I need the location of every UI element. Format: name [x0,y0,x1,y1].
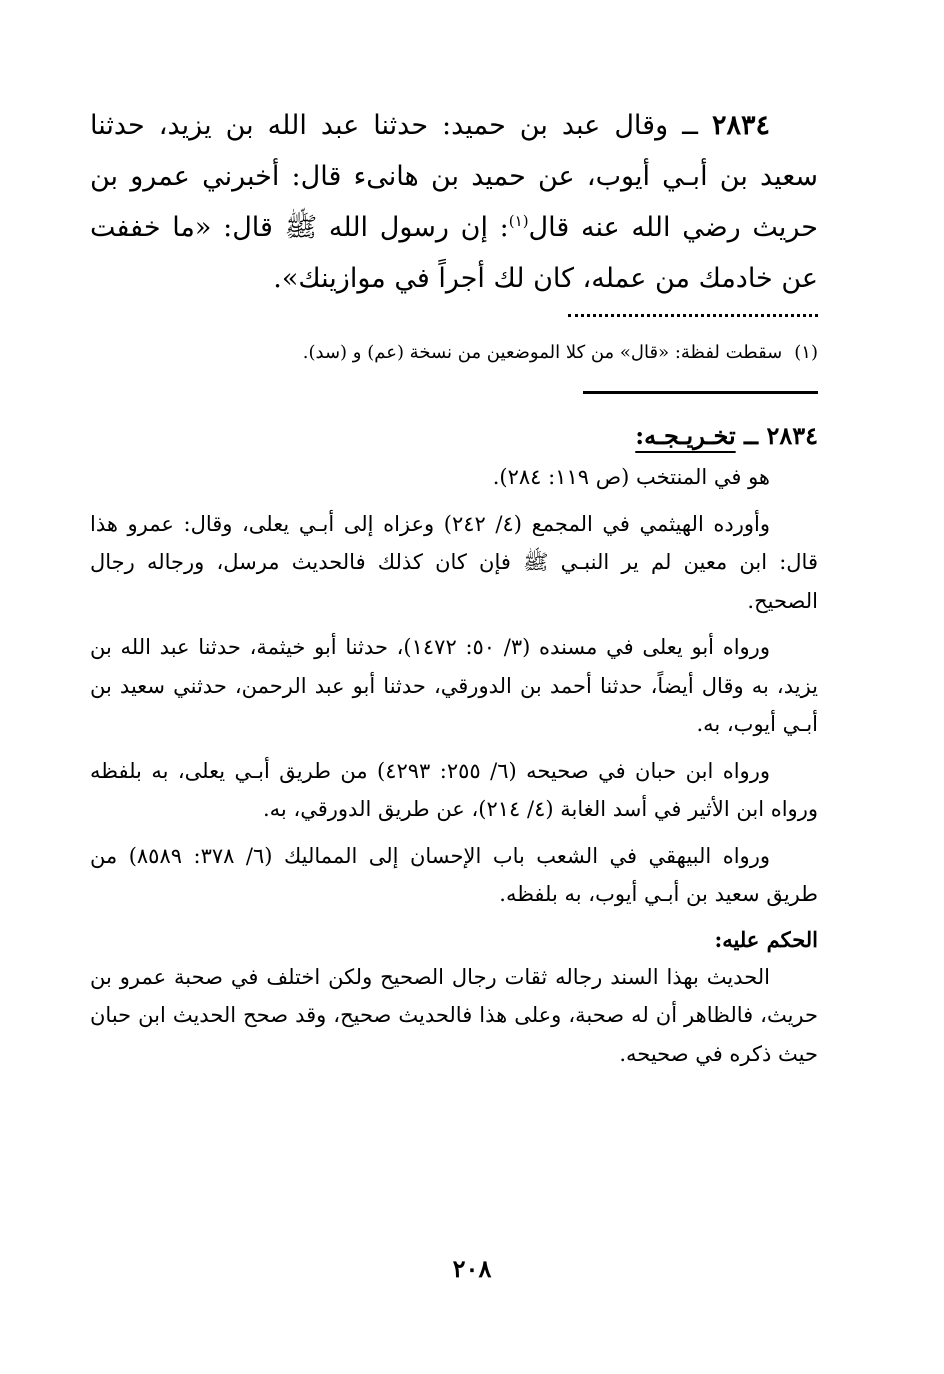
takhrij-body [90,458,818,1073]
takhrij-paragraph: ورواه ابن حبان في صحيحه (٦/ ٢٥٥: ٤٢٩٣) من طريق أبـي يعلى، به بلفظه ورواه ابن الأثير في أسد الغابة (٤/ ٢١٤)، عن طريق الدورقي، به. [90,758,818,821]
hadith-number: ٢٨٣٤ [712,110,771,141]
page-content [90,100,818,1081]
takhrij-dash: ــ [744,421,759,450]
footnote-number: (١) [794,342,818,363]
footnote-text: سقطت لفظة: «قال» من كلا الموضعين من نسخة (عم) و (سد). [302,342,783,363]
footnote-reference: (١) [508,212,529,230]
hadith-block [90,100,818,304]
takhrij-paragraph: وأورده الهيثمي في المجمع (٤/ ٢٤٢) وعزاه إلى أبـي يعلى، وقال: عمرو هذا قال: ابن معين لم ير النبـي ﷺ فإن كان كذلك فالحديث مرسل، ورجاله رجال الصحيح. [90,511,818,613]
ruling-text: الحديث بهذا السند رجاله ثقات رجال الصحيح ولكن اختلف في صحبة عمرو بن حريث، فالظاهر أن له صحبة، وعلى هذا فالحديث صحيح، وقد صحح الحديث ابن حبان حيث ذكره في صحيحه. [90,964,818,1066]
takhrij-paragraph: ورواه البيهقي في الشعب باب الإحسان إلى المماليك (٦/ ٣٧٨: ٨٥٨٩) من طريق سعيد بن أبـي أيوب، به بلفظه. [90,843,818,906]
takhrij-heading [90,418,818,454]
takhrij-paragraph: ورواه أبو يعلى في مسنده (٣/ ٥٠: ١٤٧٢)، حدثنا أبو خيثمة، حدثنا عبد الله بن يزيد، به وقال أيضاً، حدثنا أحمد بن الدورقي، حدثنا أبو عبد الرحمن، حدثني سعيد بن أبـي أيوب، به. [90,635,818,736]
page-number: ٢٠٨ [452,1254,492,1283]
footnote-separator [568,314,818,329]
hadith-text-before-ref: وقال عبد بن حميد: حدثنا عبد الله بن يزيد، حدثنا سعيد بن أبـي أيوب، عن حميد بن هانىء قال: أخبرني عمرو بن حريث رضي الله عنه قال [90,110,818,243]
takhrij-paragraph: هو في المنتخب (ص ١١٩: ٢٨٤). [492,465,770,489]
section-divider [583,391,818,394]
footnote [90,339,818,367]
hadith-text-after-ref: : إن رسول الله ﷺ قال: «ما خففت عن خادمك من عمله، كان لك أجراً في موازينك». [90,212,818,294]
ruling-heading: الحكم عليه: [714,926,818,952]
takhrij-title: تخـريـجـه: [635,421,736,450]
takhrij-number: ٢٨٣٤ [766,421,818,450]
hadith-paragraph [90,100,818,304]
hadith-dash: ــ [682,110,698,141]
